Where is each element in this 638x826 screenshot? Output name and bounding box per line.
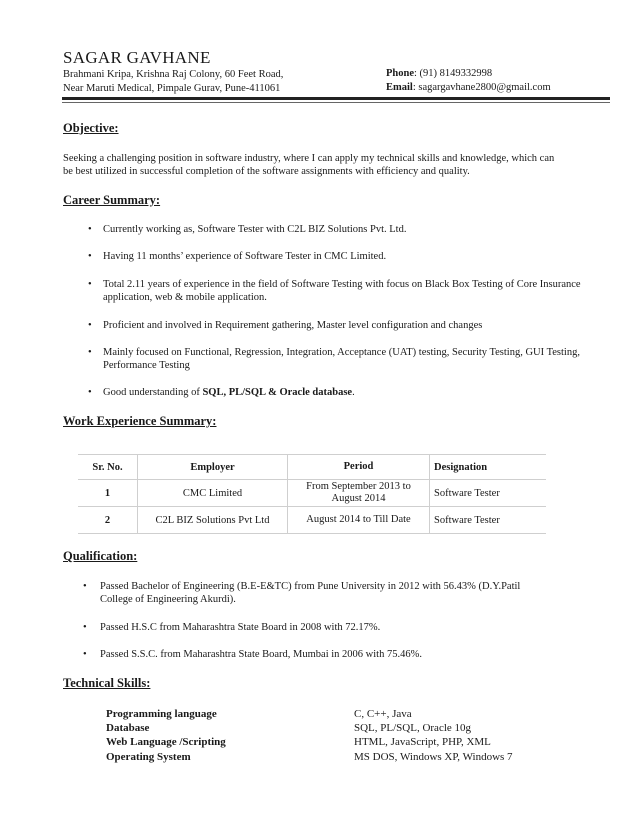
- email-line: [386, 82, 551, 93]
- objective-line-1: Seeking a challenging position in software industry, where I can apply my technical skills and knowledge, which can: [63, 153, 555, 164]
- career-item-5: Mainly focused on Functional, Regression, Integration, Acceptance (UAT) testing, Security Testing, GUI Testing, Performance Testing: [103, 347, 580, 371]
- skill-value-programming: C, C++, Java: [354, 708, 412, 720]
- bullet-icon: •: [88, 387, 92, 398]
- skill-value-database: SQL, PL/SQL, Oracle 10g: [354, 722, 472, 734]
- skill-label-web: Web Language /Scripting: [106, 736, 226, 748]
- technical-skills-heading: Technical Skills:: [63, 676, 151, 690]
- career-summary-heading: Career Summary:: [63, 193, 161, 207]
- table-cell-employer: CMC Limited: [138, 480, 288, 507]
- work-experience-heading: Work Experience Summary:: [63, 414, 217, 428]
- bullet-icon: •: [88, 279, 92, 290]
- table-cell-employer: C2L BIZ Solutions Pvt Ltd: [138, 507, 288, 534]
- table-cell-designation: Software Tester: [430, 507, 547, 534]
- career-item-2: Having 11 months’ experience of Software Tester in CMC Limited.: [103, 251, 387, 262]
- skill-label-os: Operating System: [106, 751, 191, 763]
- table-row: [78, 480, 546, 507]
- qualification-item-3: Passed S.S.C. from Maharashtra State Board, Mumbai in 2006 with 75.46%.: [100, 649, 422, 660]
- bullet-icon: •: [83, 649, 87, 660]
- career-item-6-bold: SQL, PL/SQL & Oracle database: [202, 387, 353, 398]
- column-header-employer: Employer: [138, 455, 288, 480]
- work-experience-table: [78, 454, 546, 534]
- table-cell-sr: 1: [78, 480, 138, 507]
- qualification-item-2: Passed H.S.C from Maharashtra State Board in 2008 with 72.17%.: [100, 622, 381, 633]
- table-cell-period: From September 2013 to August 2014: [288, 480, 430, 507]
- objective-line-2: be best utilized in successful completion of the software assignments with efficiency and quality.: [63, 166, 470, 177]
- table-cell-period: August 2014 to Till Date: [288, 507, 430, 534]
- column-header-period: Period: [288, 455, 430, 480]
- qualification-item-1: Passed Bachelor of Engineering (B.E-E&TC) from Pune University in 2012 with 56.43% (D.Y.Patil College of Engineering Akurdi).: [100, 581, 521, 605]
- address-line-1: Brahmani Kripa, Krishna Raj Colony, 60 Feet Road,: [63, 69, 284, 80]
- skill-value-os: MS DOS, Windows XP, Windows 7: [354, 751, 513, 763]
- career-item-3: Total 2.11 years of experience in the field of Software Testing with focus on Black Box Testing of Core Insurance application, web & mobile application.: [103, 279, 581, 303]
- email-value: : sagargavhane2800@gmail.com: [412, 82, 551, 93]
- table-cell-sr: 2: [78, 507, 138, 534]
- career-item-6-suffix: .: [352, 387, 355, 398]
- phone-line: [386, 68, 492, 79]
- career-item-6-prefix: Good understanding of: [103, 387, 203, 398]
- address-line-2: Near Maruti Medical, Pimpale Gurav, Pune-411061: [63, 83, 281, 94]
- bullet-icon: •: [88, 224, 92, 235]
- phone-value: : (91) 8149332998: [414, 68, 493, 79]
- phone-label: Phone: [386, 68, 415, 79]
- bullet-icon: •: [83, 622, 87, 633]
- table-cell-designation: Software Tester: [430, 480, 547, 507]
- column-header-designation: Designation: [430, 455, 547, 480]
- header-divider-thin: [62, 102, 610, 103]
- header-divider-thick: [62, 97, 610, 100]
- career-item-4: Proficient and involved in Requirement gathering, Master level configuration and changes: [103, 320, 483, 331]
- skill-value-web: HTML, JavaScript, PHP, XML: [354, 736, 491, 748]
- skill-label-database: Database: [106, 722, 150, 734]
- bullet-icon: •: [88, 347, 92, 358]
- bullet-icon: •: [88, 251, 92, 262]
- career-item-6: [103, 387, 603, 400]
- table-header-row: [78, 455, 546, 480]
- column-header-sr-no: Sr. No.: [78, 455, 138, 480]
- bullet-icon: •: [88, 320, 92, 331]
- objective-heading: Objective:: [63, 121, 119, 135]
- bullet-icon: •: [83, 581, 87, 592]
- table-row: [78, 507, 546, 534]
- email-label: Email: [386, 82, 413, 93]
- candidate-name: SAGAR GAVHANE: [63, 48, 211, 67]
- skill-label-programming: Programming language: [106, 708, 217, 720]
- career-item-1: Currently working as, Software Tester with C2L BIZ Solutions Pvt. Ltd.: [103, 224, 407, 235]
- qualification-heading: Qualification:: [63, 549, 138, 563]
